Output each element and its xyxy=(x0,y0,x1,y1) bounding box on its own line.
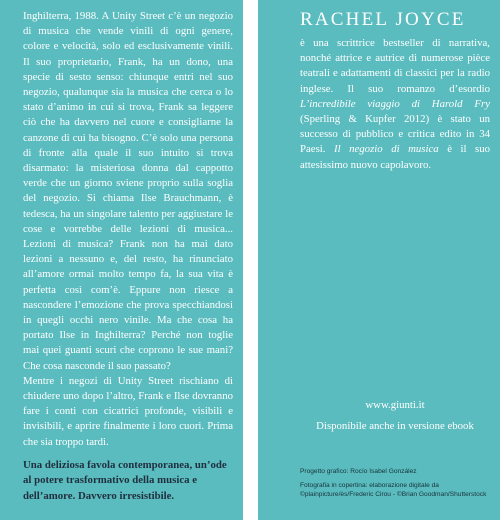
tagline: Una deliziosa favola contemporanea, un’ode al potere trasformativo della musica e dell’amore. Davvero irresistibile. xyxy=(23,458,227,502)
graphic-design-credit: Progetto grafico: Rocío Isabel González xyxy=(300,468,417,475)
bio-text-2: (Sperling & Kupfer 2012) è stato un successo di pubblico e critica edito in 34 Paesi. xyxy=(300,113,490,156)
cover-photo-credit-line-1: Fotografia in copertina: elaborazione digitale da xyxy=(300,482,439,489)
ebook-note: Disponibile anche in versione ebook xyxy=(316,420,474,432)
publisher-website: www.giunti.it xyxy=(365,399,425,411)
author-bio xyxy=(300,36,490,173)
book-title-negozio-di-musica: Il negozio di musica xyxy=(334,143,439,156)
synopsis-paragraph-2: Mentre i negozi di Unity Street rischiano di chiudere uno dopo l’altro, Frank e Ilse dovranno fare i conti con cicatrici profonde, visibili e invisibili, e aprire finalmente i loro cuori. Prima che sia troppo tardi. xyxy=(23,374,233,448)
cover-photo-credit-line-2: ©plainpicture/ès/Frederic Cirou - ©Brian Goodman/Shutterstock xyxy=(300,491,487,498)
author-name: RACHEL JOYCE xyxy=(300,9,466,30)
synopsis-paragraph: Inghilterra, 1988. A Unity Street c’è un negozio di musica che vende vinili di ogni genere, colore e velocità, solo ed esclusivamente vinili. Il suo proprietario, Frank, ha un dono, una specie di sesto senso: chiunque entri nel suo negozio, qualunque sia la musica che cerca o lo stato d’animo in cui si trova, Frank sa leggere ciò che ha davvero nel cuore e consigliarne la canzone di cui ha bisogno. C’è solo una persona di fronte alla quale il suo intuito si trova disarmato: la misteriosa donna dal cappotto verde che un giorno sviene proprio sulla soglia del negozio. Si chiama Ilse Brauchmann, è tedesca, ha un singolare talento per aggiustare le cose e vorrebbe delle lezioni di musica... Lezioni di musica? Frank non ha mai dato lezioni a nessuno e, del resto, ha rinunciato all’amore ormai molto tempo fa, la sua vita è perfetta così com’è. Eppure non riesce a nascondere l’emozione che prova specchiandosi in quegli occhi nero vinile. Ma che cosa ha portato Ilse in Inghilterra? Perché non toglie mai quei guanti scuri che coprono le sue mani? Che cosa nasconde il suo passato? xyxy=(23,10,233,372)
bio-text-3: è il suo attesissimo nuovo capolavoro. xyxy=(300,143,490,171)
bio-text-1: è una scrittrice bestseller di narrativa, nonché attrice e autrice di numerose pièce teatrali e adattamenti di classici per la radio inglese. Il suo romanzo d’esordio xyxy=(300,37,490,95)
cover-photo-credit xyxy=(300,481,494,499)
left-flap xyxy=(0,0,243,520)
right-flap xyxy=(258,0,500,520)
book-title-harold-fry: L’incredibile viaggio di Harold Fry xyxy=(300,97,490,110)
